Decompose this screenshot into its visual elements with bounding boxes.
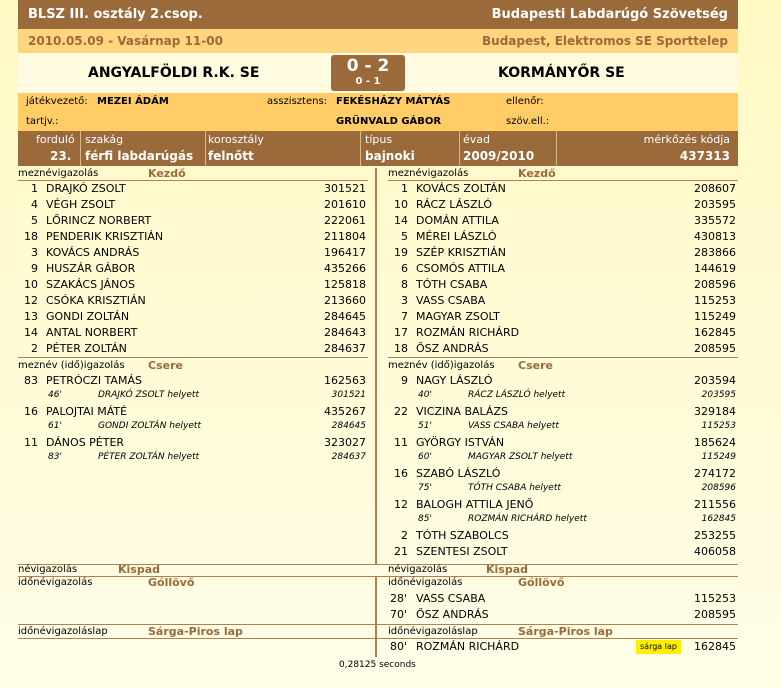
replaced-id: 284637 [331,452,366,462]
shirt-number: 3 [31,246,38,259]
player-row [388,325,738,341]
goal-minute: 28' [390,592,408,605]
player-name: TÓTH CSABA [416,278,488,291]
expert-label: szöv.ell.: [506,116,550,127]
license-id: 301521 [324,182,366,195]
sub-row [388,497,738,513]
player-row [18,341,368,357]
list-header [388,564,738,576]
shirt-number: 10 [394,198,408,211]
season-value: 2009/2010 [463,149,535,163]
code-cell [556,131,738,166]
col-label: idő [388,626,404,637]
license-id: 115249 [694,310,736,323]
col-label: igazolás [453,360,495,371]
license-id: 208595 [694,342,736,355]
sub-minute: 51' [418,421,432,431]
sub-detail [18,419,368,433]
player-name: BALOGH ATTILA JENŐ [416,498,534,511]
license-id: 196417 [324,246,366,259]
list-header [388,626,738,638]
branch-value: férfi labdarúgás [85,149,194,163]
section-title: Sárga-Piros lap [518,625,613,638]
round-label: forduló [36,133,75,146]
player-name: PENDERIK KRISZTIÁN [46,230,164,243]
final-score: 0 - 2 [346,56,390,76]
officials-bar [18,93,738,131]
license-id: 284645 [324,310,366,323]
sub-detail [18,450,368,464]
shirt-number: 18 [24,230,38,243]
license-id: 125818 [324,278,366,291]
section-title: Csere [148,359,183,372]
player-name: RÁCZ LÁSZLÓ [416,198,493,211]
license-id: 335572 [694,214,736,227]
col-label: igazolás [427,168,469,179]
age-value: felnőtt [208,149,254,163]
license-id: 185624 [694,436,736,449]
player-name: ŐSZ ANDRÁS [416,342,489,355]
col-label: igazolás [51,577,93,588]
player-name: TÓTH SZABOLCS [416,529,509,542]
player-name: SZAKÁCS JÁNOS [46,278,135,291]
col-label: név (idő) [409,360,454,371]
col-label: igazolás [36,564,78,575]
license-id: 435267 [324,405,366,418]
shirt-number: 19 [394,246,408,259]
season-label: évad [463,133,491,146]
code-value: 437313 [679,149,730,163]
player-row [18,181,368,197]
shirt-number: 21 [394,545,408,558]
sub-detail [388,388,738,402]
shirt-number: 9 [401,374,408,387]
sub-row [18,404,368,420]
col-label: név [33,626,52,637]
shirt-number: 11 [394,436,408,449]
section-title: Kezdő [518,167,556,180]
player-row [18,293,368,309]
license-id: 115253 [694,294,736,307]
player-row [18,309,368,325]
section-title: Kispad [118,563,161,576]
col-label: idő [18,577,34,588]
sub-minute: 61' [48,421,62,431]
goal-row [388,607,738,623]
license-id: 211804 [324,230,366,243]
col-label: igazolás [83,360,125,371]
license-id: 144619 [694,262,736,275]
controller-label: ellenőr: [506,96,544,107]
license-id: 329184 [694,405,736,418]
shirt-number: 6 [401,262,408,275]
type-label: típus [365,133,393,146]
sub-detail [388,481,738,495]
col-label: igazolás [57,168,99,179]
replaced-player: GONDI ZOLTÁN helyett [98,421,201,431]
shirt-number: 7 [401,310,408,323]
player-row [388,245,738,261]
license-id: 284637 [324,342,366,355]
assistant-label: asszisztens: [267,96,328,107]
player-row [18,325,368,341]
player-name: PETRÓCZI TAMÁS [46,374,142,387]
replaced-player: MAGYAR ZSOLT helyett [468,452,573,462]
round-cell [18,131,80,166]
license-id: 253255 [694,529,736,542]
booked-player: ROZMÁN RICHÁRD [416,640,520,653]
player-row [18,229,368,245]
col-label: igazolás [406,564,448,575]
sub-row [388,435,738,451]
player-name: CSÓKA KRISZTIÁN [46,294,146,307]
shirt-number: 2 [31,342,38,355]
shirt-number: 4 [31,198,38,211]
player-name: DRAJKÓ ZSOLT [46,182,126,195]
player-name: PÉTER ZOLTÁN [46,342,127,355]
license-id: 203595 [694,198,736,211]
shirt-number: 13 [24,310,38,323]
replaced-player: ROZMÁN RICHÁRD helyett [468,514,587,524]
list-header [18,360,368,372]
shirt-number: 8 [401,278,408,291]
player-name: MAGYAR ZSOLT [416,310,500,323]
player-row [388,229,738,245]
column-divider [375,168,377,565]
teams-bar [18,53,738,93]
scorer-name: VASS CSABA [416,592,486,605]
score-box [331,55,405,91]
sub-detail [388,450,738,464]
card-minute: 80' [390,640,408,653]
player-row [18,245,368,261]
replaced-id: 162845 [701,514,736,524]
replaced-player: RÁCZ LÁSZLÓ helyett [468,390,566,400]
col-label: név [388,564,407,575]
replaced-id: 203595 [701,390,736,400]
shirt-number: 14 [394,214,408,227]
league-bar [18,0,738,29]
license-id: 406058 [694,545,736,558]
player-name: SZÉP KRISZTIÁN [416,246,506,259]
license-id: 323027 [324,436,366,449]
license-id: 162845 [694,326,736,339]
shirt-number: 2 [401,529,408,542]
player-name: LŐRINCZ NORBERT [46,214,152,227]
section-title: Góllövő [518,576,565,589]
col-label: idő [388,577,404,588]
list-header [18,626,368,638]
yellow-card-badge: sárga lap [636,640,681,654]
player-name: DÁNOS PÉTER [46,436,125,449]
license-id: 162563 [324,374,366,387]
shirt-number: 17 [394,326,408,339]
shirt-number: 83 [24,374,38,387]
list-header [18,564,368,576]
season-cell [459,131,556,166]
player-row [388,197,738,213]
list-header [388,168,738,180]
license-id: 435266 [324,262,366,275]
player-name: HUSZÁR GÁBOR [46,262,136,275]
player-name: GYÖRGY ISTVÁN [416,436,505,449]
replaced-id: 284645 [331,421,366,431]
license-id: 222061 [324,214,366,227]
sub-detail [388,419,738,433]
col-label: név [18,564,37,575]
type-cell [360,131,459,166]
type-value: bajnoki [365,149,415,163]
shirt-number: 12 [394,498,408,511]
col-label: lap [462,626,478,637]
sub-row [388,404,738,420]
col-label: lap [92,626,108,637]
player-name: KOVÁCS ZOLTÁN [416,182,506,195]
player-name: ANTAL NORBERT [46,326,138,339]
col-label: mez [388,168,410,179]
sub-row [388,466,738,482]
round-value: 23. [50,149,72,163]
license-id: 208607 [694,182,736,195]
col-label: név [33,577,52,588]
column-divider [375,577,377,657]
branch-cell [80,131,205,166]
player-row [388,181,738,197]
replaced-id: 115249 [701,452,736,462]
sub-detail [388,512,738,526]
col-label: név (idő) [39,360,84,371]
col-label: név [409,168,428,179]
list-header [388,360,738,372]
scorer-name: ŐSZ ANDRÁS [416,608,489,621]
player-name: PALOJTAI MÁTÉ [46,405,128,418]
section-divider [18,357,368,358]
col-label: név [403,626,422,637]
sub-minute: 75' [418,483,432,493]
license-id: 274172 [694,467,736,480]
replaced-player: PÉTER ZOLTÁN helyett [98,452,200,462]
col-label: igazolás [421,577,463,588]
referee-name: MEZEI ÁDÁM [97,96,169,107]
license-id: 208595 [694,608,736,621]
sub-row [18,435,368,451]
sub-detail [18,388,368,402]
col-label: igazolás [421,626,463,637]
referee-label: játékvezető: [26,96,88,107]
col-label: igazolás [51,626,93,637]
player-row [388,213,738,229]
player-row [18,197,368,213]
shirt-number: 18 [394,342,408,355]
player-row [388,309,738,325]
sub-row [388,544,738,560]
card-row [388,639,738,655]
player-name: KOVÁCS ANDRÁS [46,246,140,259]
license-id: 213660 [324,294,366,307]
sub-row [18,373,368,389]
assistant2-name: GRÜNVALD GÁBOR [336,116,442,127]
list-header [18,577,368,589]
license-id: 203594 [694,374,736,387]
shirt-number: 3 [401,294,408,307]
home-team: ANGYALFÖLDI R.K. SE [88,65,260,81]
code-label: mérkőzés kódja [643,133,730,146]
shirt-number: 5 [401,230,408,243]
replaced-id: 115253 [701,421,736,431]
sub-minute: 83' [48,452,62,462]
replaced-player: DRAJKÓ ZSOLT helyett [98,390,199,400]
player-row [18,277,368,293]
goal-row [388,591,738,607]
sub-row [388,373,738,389]
match-date-bar [18,29,738,53]
section-title: Góllövő [148,576,195,589]
player-name: NAGY LÁSZLÓ [416,374,493,387]
shirt-number: 16 [24,405,38,418]
license-id: 211556 [694,498,736,511]
shirt-number: 10 [24,278,38,291]
player-row [388,293,738,309]
license-id: 208596 [694,278,736,291]
shirt-number: 11 [24,436,38,449]
player-row [18,213,368,229]
player-name: GONDI ZOLTÁN [46,310,130,323]
goal-minute: 70' [390,608,408,621]
replaced-player: VASS CSABA helyett [468,421,559,431]
section-title: Csere [518,359,553,372]
section-title: Sárga-Piros lap [148,625,243,638]
player-name: SZABÓ LÁSZLÓ [416,467,501,480]
col-label: név [403,577,422,588]
age-label: korosztály [208,133,264,146]
halftime-score: 0 - 1 [355,76,381,87]
player-name: DOMÁN ATTILA [416,214,499,227]
delegate-label: tartjv.: [26,116,59,127]
section-divider [18,624,738,625]
player-row [388,341,738,357]
render-time: 0,28125 seconds [339,660,416,670]
player-name: VASS CSABA [416,294,486,307]
license-id: 284643 [324,326,366,339]
col-label: mez [18,168,40,179]
col-label: mez [388,360,410,371]
age-cell [205,131,360,166]
branch-label: szakág [85,133,124,146]
shirt-number: 1 [31,182,38,195]
sub-minute: 60' [418,452,432,462]
license-id: 430813 [694,230,736,243]
replaced-player: TÓTH CSABA helyett [468,483,561,493]
section-title: Kezdő [148,167,186,180]
license-id: 115253 [694,592,736,605]
shirt-number: 12 [24,294,38,307]
col-label: idő [18,626,34,637]
col-label: név [39,168,58,179]
shirt-number: 14 [24,326,38,339]
league-name: BLSZ III. osztály 2.csop. [28,7,203,22]
player-name: VÉGH ZSOLT [46,198,116,211]
player-name: ROZMÁN RICHÁRD [416,326,520,339]
sub-row [388,528,738,544]
license-id: 283866 [694,246,736,259]
player-row [388,261,738,277]
sub-minute: 40' [418,390,432,400]
player-name: CSOMÓS ATTILA [416,262,506,275]
player-name: VICZINA BALÁZS [416,405,508,418]
section-divider [388,357,738,358]
player-row [388,277,738,293]
sub-minute: 85' [418,514,432,524]
match-info-bar [18,131,738,166]
shirt-number: 9 [31,262,38,275]
match-datetime: 2010.05.09 - Vasárnap 11-00 [28,34,223,48]
list-header [388,577,738,589]
col-label: mez [18,360,40,371]
license-id: 162845 [694,640,736,653]
sub-minute: 46' [48,390,62,400]
assistant1-name: FEKÉSHÁZY MÁTYÁS [336,96,451,107]
section-title: Kispad [486,563,529,576]
match-venue: Budapest, Elektromos SE Sporttelep [482,34,728,48]
shirt-number: 5 [31,214,38,227]
replaced-id: 208596 [701,483,736,493]
license-id: 201610 [324,198,366,211]
shirt-number: 1 [401,182,408,195]
replaced-id: 301521 [331,390,366,400]
player-row [18,261,368,277]
list-header [18,168,368,180]
shirt-number: 22 [394,405,408,418]
federation-name: Budapesti Labdarúgó Szövetség [491,7,728,22]
shirt-number: 16 [394,467,408,480]
player-name: MÉREI LÁSZLÓ [416,230,497,243]
away-team: KORMÁNYŐR SE [498,65,625,81]
player-name: SZENTESI ZSOLT [416,545,508,558]
